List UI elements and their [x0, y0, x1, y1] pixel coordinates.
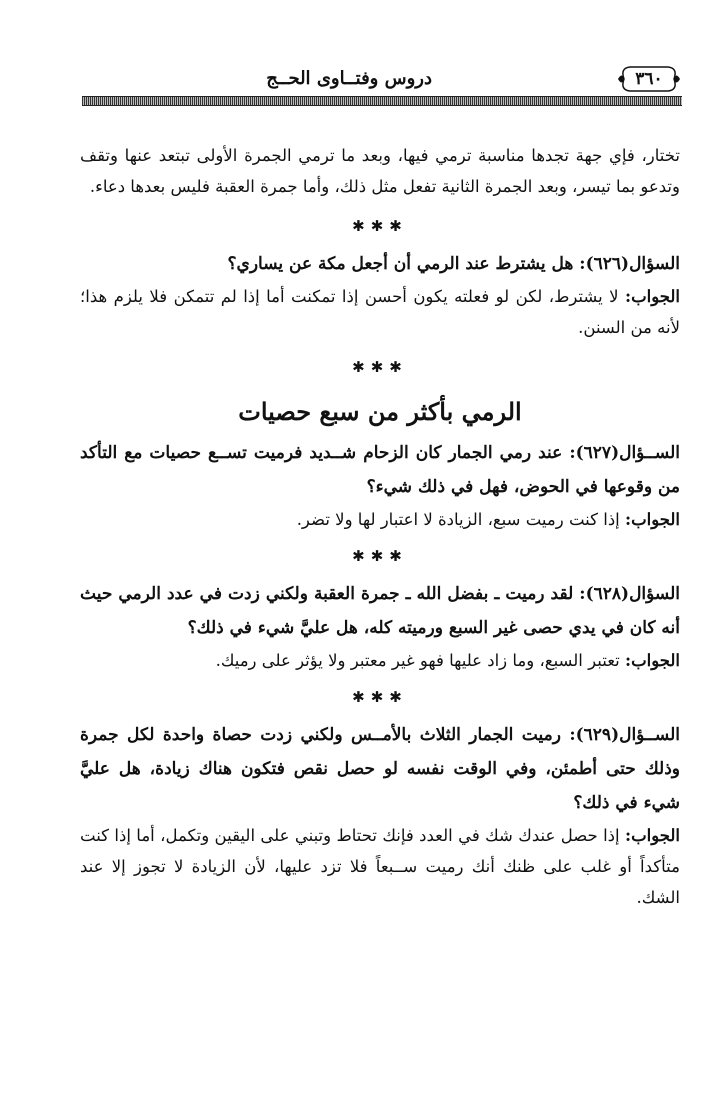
question-626: السؤال(٦٢٦): هل يشترط عند الرمي أن أجعل مكة عن يساري؟ — [227, 254, 680, 274]
answer-629 — [80, 820, 680, 913]
answer-text: تعتبر السبع، وما زاد عليها فهو غير معتبر ولا يؤثر على رميك. — [215, 651, 625, 670]
separator-stars: ✱✱✱ — [352, 358, 408, 376]
intro-paragraph: تختار، فإي جهة تجدها مناسبة ترمي فيها، وبعد ما ترمي الجمرة الأولى تبتعد عنها وتقف وتدعو بما تيسر، وبعد الجمرة الثانية تفعل مثل ذلك، وأما جمرة العقبة فليس بعدها دعاء. — [80, 146, 680, 196]
answer-628 — [80, 645, 680, 676]
answer-626 — [80, 281, 680, 343]
page-number: ٣٦٠ — [635, 69, 663, 89]
separator-stars: ✱✱✱ — [352, 688, 408, 706]
answer-label: الجواب: — [625, 287, 680, 306]
answer-label: الجواب: — [625, 510, 680, 529]
answer-627 — [80, 504, 680, 535]
section-heading: الرمي بأكثر من سبع حصيات — [238, 397, 522, 426]
separator-stars: ✱✱✱ — [352, 547, 408, 565]
question-629: الســؤال(٦٢٩): رميت الجمار الثلاث بالأمــس ولكني زدت حصاة واحدة لكل جمرة وذلك حتى أطمئن، وفي الوقت نفسه لو حصل نقص فتكون هناك زيادة، هل عليَّ شيء في ذلك؟ — [80, 725, 680, 813]
answer-text: إذا حصل عندك شك في العدد فإنك تحتاط وتبني على اليقين وتكمل، أما إذا كنت متأكداً أو غلب على ظنك أنك رميت ســبعاً فلا تزد عليها، لأن الزيادة لا تجوز إلا عند الشك. — [80, 826, 680, 907]
running-title: دروس وفتــاوى الحــج — [266, 68, 432, 89]
page-content — [80, 140, 680, 913]
separator-stars: ✱✱✱ — [352, 217, 408, 235]
answer-text: لا يشترط، لكن لو فعلته يكون أحسن إذا تمكنت أما إذا لم تتمكن فلا يلزم هذا؛ لأنه من السنن. — [80, 287, 680, 337]
answer-label: الجواب: — [625, 826, 680, 845]
question-628: السؤال(٦٢٨): لقد رميت ـ بفضل الله ـ جمرة العقبة ولكني زدت في عدد الرمي حيث أنه كان في يدي حصى غير السبع ورميته كله، هل عليَّ شيء في ذلك؟ — [80, 584, 680, 638]
page-number-frame — [616, 62, 682, 96]
question-627: الســؤال(٦٢٧): عند رمي الجمار كان الزحام شــديد فرميت تســع حصيات مع التأكد من وقوعها في الحوض، فهل في ذلك شيء؟ — [80, 443, 680, 497]
page-header — [82, 62, 682, 106]
answer-label: الجواب: — [625, 651, 680, 670]
answer-text: إذا كنت رميت سبع، الزيادة لا اعتبار لها ولا تضر. — [296, 510, 625, 529]
header-rule — [82, 96, 682, 106]
